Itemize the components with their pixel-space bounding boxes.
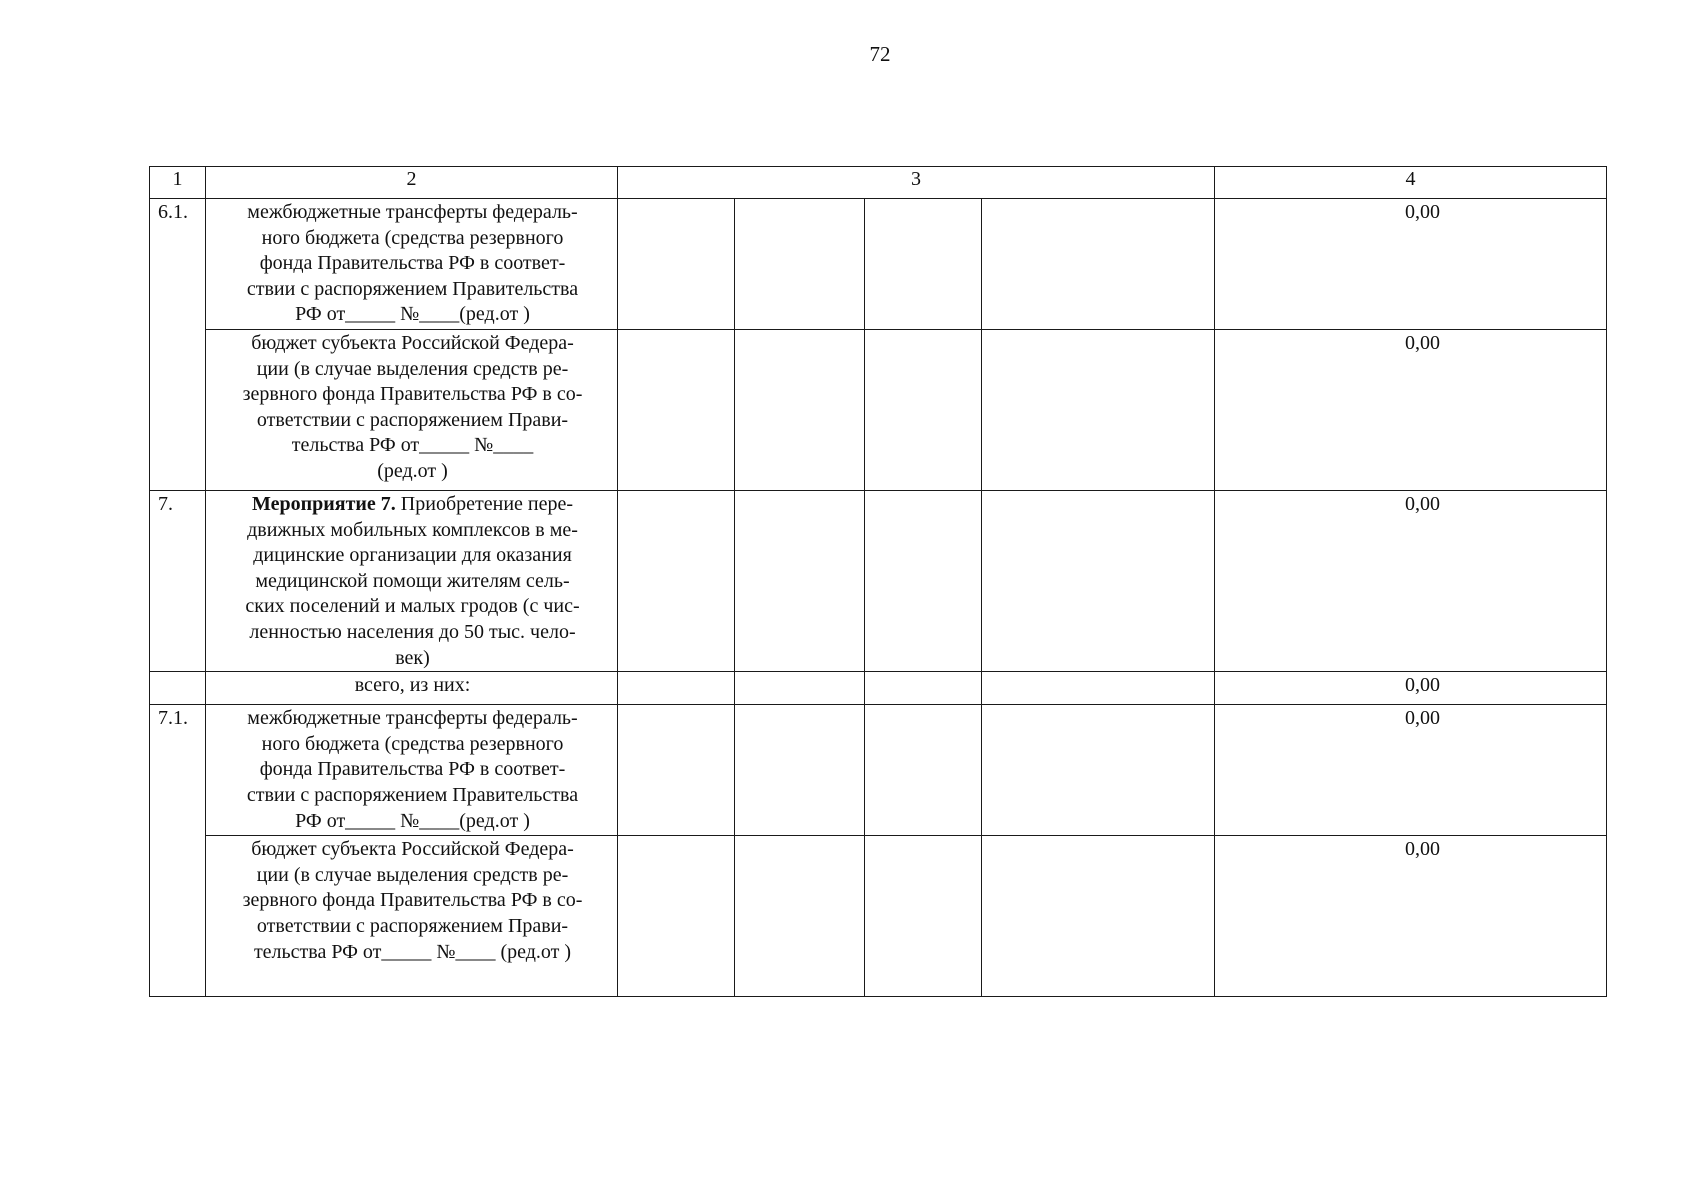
value-cell — [1215, 330, 1607, 491]
desc-line: зервного фонда Правительства РФ в со- — [242, 889, 583, 912]
desc-line: тельства РФ от_____ №____ — [291, 434, 534, 457]
row-number — [150, 330, 206, 491]
empty-cell — [618, 491, 735, 672]
desc-line: ствии с распоряжением Правительства — [246, 783, 579, 806]
header-col-4: 4 — [1215, 167, 1607, 199]
desc-line: ответствии с распоряжением Прави- — [256, 408, 569, 431]
desc-line: дицинские организации для оказания — [253, 544, 572, 567]
empty-cell — [865, 836, 982, 997]
value-text: 0,00 — [1405, 707, 1440, 730]
value-cell — [1215, 672, 1607, 705]
empty-cell — [982, 705, 1215, 836]
budget-table — [149, 166, 1607, 997]
page-number: 72 — [869, 42, 891, 66]
empty-cell — [735, 491, 865, 672]
row-description — [206, 672, 618, 705]
empty-cell — [618, 330, 735, 491]
desc-line: зервного фонда Правительства РФ в со- — [242, 383, 583, 406]
header-col-1: 1 — [150, 167, 206, 199]
desc-line: ских поселений и малых гродов (с чис- — [245, 595, 580, 618]
row-description — [206, 330, 618, 491]
desc-line: ции (в случае выделения средств ре- — [256, 357, 569, 380]
empty-cell — [735, 199, 865, 330]
desc-line: ответствии с распоряжением Прави- — [256, 914, 569, 937]
desc-line: ленностью населения до 50 тыс. чело- — [249, 620, 576, 643]
table-row — [150, 199, 1607, 330]
desc-line: фонда Правительства РФ в соответ- — [259, 758, 566, 781]
value-text: 0,00 — [1405, 201, 1440, 223]
value-text: 0,00 — [1405, 332, 1440, 354]
value-cell — [1215, 836, 1607, 997]
desc-line: ного бюджета (средства резервного — [261, 732, 564, 755]
desc-line: век) — [395, 646, 430, 669]
empty-cell — [618, 199, 735, 330]
desc-line: бюджет субъекта Российской Федера- — [251, 332, 574, 354]
value-cell — [1215, 705, 1607, 836]
empty-cell — [865, 705, 982, 836]
header-col-3: 3 — [618, 167, 1215, 199]
empty-cell — [618, 836, 735, 997]
empty-cell — [982, 330, 1215, 491]
desc-line: всего, из них: — [354, 674, 471, 697]
empty-cell — [982, 672, 1215, 705]
empty-cell — [735, 672, 865, 705]
empty-cell — [865, 199, 982, 330]
row-number: 6.1. — [150, 199, 206, 330]
desc-line: межбюджетные трансферты федераль- — [247, 201, 578, 223]
value-cell — [1215, 491, 1607, 672]
value-cell — [1215, 199, 1607, 330]
header-col-2: 2 — [206, 167, 618, 199]
value-text: 0,00 — [1405, 674, 1440, 697]
empty-cell — [735, 836, 865, 997]
desc-line: (ред.от ) — [377, 459, 448, 482]
empty-cell — [735, 330, 865, 491]
desc-line: РФ от_____ №____(ред.от ) — [295, 303, 530, 326]
desc-line: ствии с распоряжением Правительства — [246, 277, 579, 300]
desc-line: фонда Правительства РФ в соответ- — [259, 252, 566, 275]
value-text: 0,00 — [1405, 493, 1440, 515]
desc-line: межбюджетные трансферты федераль- — [247, 707, 578, 730]
desc-line: бюджет субъекта Российской Федера- — [251, 838, 574, 861]
desc-line: РФ от_____ №____(ред.от ) — [295, 809, 530, 832]
measure-title: Мероприятие 7. — [251, 493, 396, 515]
table-row — [150, 330, 1607, 491]
table-row — [150, 836, 1607, 997]
empty-cell — [618, 705, 735, 836]
value-text: 0,00 — [1405, 838, 1440, 861]
row-number: 7. — [150, 491, 206, 672]
desc-line: ции (в случае выделения средств ре- — [256, 863, 569, 886]
empty-cell — [982, 199, 1215, 330]
empty-cell — [865, 491, 982, 672]
desc-line: тельства РФ от_____ №____ (ред.от ) — [253, 940, 572, 963]
empty-cell — [982, 836, 1215, 997]
table-header-row — [150, 167, 1607, 199]
table-row — [150, 705, 1607, 836]
desc-line: движных мобильных комплексов в ме- — [247, 518, 578, 541]
desc-line: Приобретение пере- — [395, 493, 574, 515]
empty-cell — [618, 672, 735, 705]
row-number: 7.1. — [150, 705, 206, 836]
row-description — [206, 705, 618, 836]
desc-line: ного бюджета (средства резервного — [261, 226, 564, 249]
row-description — [206, 199, 618, 330]
empty-cell — [865, 672, 982, 705]
table-row — [150, 672, 1607, 705]
empty-cell — [865, 330, 982, 491]
empty-cell — [735, 705, 865, 836]
row-description — [206, 836, 618, 997]
row-description — [206, 491, 618, 672]
table-row — [150, 491, 1607, 672]
empty-cell — [982, 491, 1215, 672]
row-number — [150, 672, 206, 705]
row-number — [150, 836, 206, 997]
desc-line: медицинской помощи жителям сель- — [255, 569, 570, 592]
